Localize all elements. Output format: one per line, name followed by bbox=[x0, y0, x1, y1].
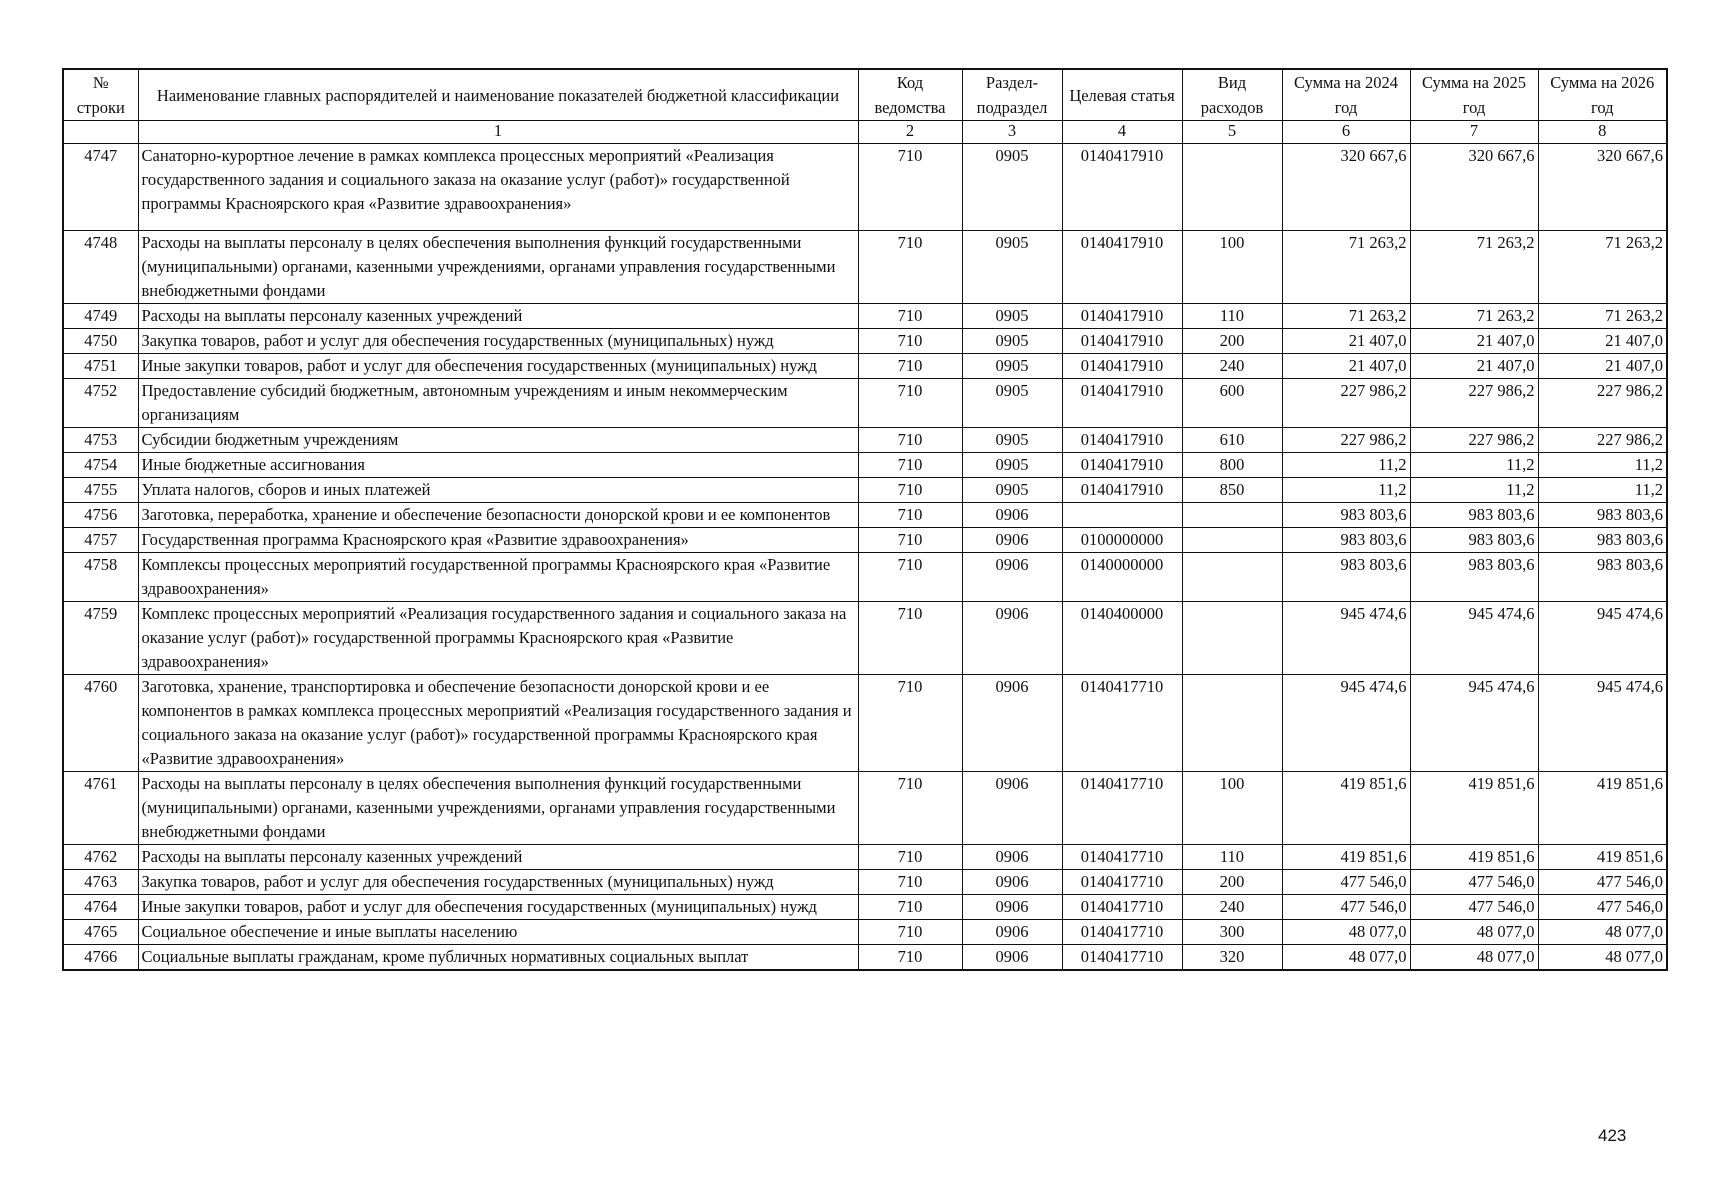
dept-code: 710 bbox=[858, 231, 962, 304]
sum-2026: 48 077,0 bbox=[1538, 945, 1667, 971]
row-number: 4759 bbox=[63, 602, 138, 675]
dept-code: 710 bbox=[858, 675, 962, 772]
dept-code: 710 bbox=[858, 453, 962, 478]
table-row bbox=[63, 945, 1667, 971]
section-code: 0906 bbox=[962, 602, 1062, 675]
sum-2025: 983 803,6 bbox=[1410, 503, 1538, 528]
dept-code: 710 bbox=[858, 845, 962, 870]
dept-code: 710 bbox=[858, 528, 962, 553]
header-sum-2025: Сумма на 2025 год bbox=[1410, 69, 1538, 121]
row-number: 4762 bbox=[63, 845, 138, 870]
row-name: Иные бюджетные ассигнования bbox=[138, 453, 858, 478]
sum-2024: 48 077,0 bbox=[1282, 920, 1410, 945]
expense-type bbox=[1182, 553, 1282, 602]
sum-2025: 11,2 bbox=[1410, 478, 1538, 503]
sum-2026: 21 407,0 bbox=[1538, 329, 1667, 354]
expense-type bbox=[1182, 144, 1282, 231]
sum-2024: 48 077,0 bbox=[1282, 945, 1410, 971]
section-code: 0905 bbox=[962, 379, 1062, 428]
budget-table bbox=[62, 68, 1668, 971]
dept-code: 710 bbox=[858, 478, 962, 503]
row-number: 4761 bbox=[63, 772, 138, 845]
dept-code: 710 bbox=[858, 772, 962, 845]
table-row bbox=[63, 329, 1667, 354]
sum-2026: 983 803,6 bbox=[1538, 528, 1667, 553]
column-number: 5 bbox=[1182, 121, 1282, 144]
expense-type: 800 bbox=[1182, 453, 1282, 478]
section-code: 0906 bbox=[962, 845, 1062, 870]
target-item: 0140417710 bbox=[1062, 845, 1182, 870]
target-item: 0140417710 bbox=[1062, 920, 1182, 945]
table-row bbox=[63, 528, 1667, 553]
row-name: Государственная программа Красноярского края «Развитие здравоохранения» bbox=[138, 528, 858, 553]
sum-2025: 983 803,6 bbox=[1410, 528, 1538, 553]
table-row bbox=[63, 675, 1667, 772]
row-number: 4764 bbox=[63, 895, 138, 920]
table-row bbox=[63, 895, 1667, 920]
header-row-no: № строки bbox=[63, 69, 138, 121]
sum-2025: 11,2 bbox=[1410, 453, 1538, 478]
row-name: Предоставление субсидий бюджетным, автономным учреждениям и иным некоммерческим организациям bbox=[138, 379, 858, 428]
header-dept-code: Код ведомства bbox=[858, 69, 962, 121]
target-item: 0140417710 bbox=[1062, 945, 1182, 971]
target-item: 0140417910 bbox=[1062, 453, 1182, 478]
target-item: 0140417910 bbox=[1062, 354, 1182, 379]
sum-2024: 945 474,6 bbox=[1282, 602, 1410, 675]
row-name: Субсидии бюджетным учреждениям bbox=[138, 428, 858, 453]
section-code: 0906 bbox=[962, 528, 1062, 553]
section-code: 0905 bbox=[962, 354, 1062, 379]
table-row bbox=[63, 379, 1667, 428]
table-header bbox=[63, 69, 1667, 121]
sum-2025: 477 546,0 bbox=[1410, 895, 1538, 920]
expense-type: 200 bbox=[1182, 870, 1282, 895]
header-section: Раздел-подраздел bbox=[962, 69, 1062, 121]
dept-code: 710 bbox=[858, 329, 962, 354]
target-item: 0140417710 bbox=[1062, 772, 1182, 845]
section-code: 0905 bbox=[962, 329, 1062, 354]
table-row bbox=[63, 231, 1667, 304]
row-name: Расходы на выплаты персоналу казенных учреждений bbox=[138, 845, 858, 870]
table-row bbox=[63, 453, 1667, 478]
row-name: Уплата налогов, сборов и иных платежей bbox=[138, 478, 858, 503]
sum-2024: 71 263,2 bbox=[1282, 304, 1410, 329]
row-number: 4755 bbox=[63, 478, 138, 503]
expense-type: 240 bbox=[1182, 354, 1282, 379]
dept-code: 710 bbox=[858, 379, 962, 428]
sum-2026: 945 474,6 bbox=[1538, 675, 1667, 772]
dept-code: 710 bbox=[858, 945, 962, 971]
sum-2026: 419 851,6 bbox=[1538, 772, 1667, 845]
table-row bbox=[63, 478, 1667, 503]
section-code: 0905 bbox=[962, 144, 1062, 231]
row-name: Заготовка, переработка, хранение и обеспечение безопасности донорской крови и ее компонентов bbox=[138, 503, 858, 528]
row-number: 4750 bbox=[63, 329, 138, 354]
table-row bbox=[63, 845, 1667, 870]
row-name: Комплексы процессных мероприятий государственной программы Красноярского края «Развитие здравоохранения» bbox=[138, 553, 858, 602]
sum-2025: 477 546,0 bbox=[1410, 870, 1538, 895]
sum-2025: 227 986,2 bbox=[1410, 428, 1538, 453]
sum-2026: 71 263,2 bbox=[1538, 231, 1667, 304]
sum-2025: 21 407,0 bbox=[1410, 329, 1538, 354]
expense-type: 240 bbox=[1182, 895, 1282, 920]
column-number-blank bbox=[63, 121, 138, 144]
sum-2026: 48 077,0 bbox=[1538, 920, 1667, 945]
table-row bbox=[63, 354, 1667, 379]
section-code: 0905 bbox=[962, 231, 1062, 304]
dept-code: 710 bbox=[858, 428, 962, 453]
sum-2026: 477 546,0 bbox=[1538, 870, 1667, 895]
row-number: 4765 bbox=[63, 920, 138, 945]
column-number: 2 bbox=[858, 121, 962, 144]
table-row bbox=[63, 503, 1667, 528]
row-number: 4753 bbox=[63, 428, 138, 453]
sum-2025: 71 263,2 bbox=[1410, 231, 1538, 304]
sum-2024: 983 803,6 bbox=[1282, 528, 1410, 553]
dept-code: 710 bbox=[858, 354, 962, 379]
expense-type: 200 bbox=[1182, 329, 1282, 354]
row-name: Комплекс процессных мероприятий «Реализация государственного задания и социального заказа на оказание услуг (работ)» государственной программы Красноярского края «Развитие здравоохранения» bbox=[138, 602, 858, 675]
section-code: 0906 bbox=[962, 503, 1062, 528]
row-number: 4757 bbox=[63, 528, 138, 553]
target-item: 0140417910 bbox=[1062, 144, 1182, 231]
table-row bbox=[63, 428, 1667, 453]
row-number: 4748 bbox=[63, 231, 138, 304]
target-item: 0140417910 bbox=[1062, 304, 1182, 329]
row-number: 4752 bbox=[63, 379, 138, 428]
column-number-row bbox=[63, 121, 1667, 144]
dept-code: 710 bbox=[858, 144, 962, 231]
expense-type: 610 bbox=[1182, 428, 1282, 453]
sum-2026: 320 667,6 bbox=[1538, 144, 1667, 231]
column-number: 3 bbox=[962, 121, 1062, 144]
row-name: Иные закупки товаров, работ и услуг для обеспечения государственных (муниципальных) нужд bbox=[138, 895, 858, 920]
expense-type bbox=[1182, 503, 1282, 528]
dept-code: 710 bbox=[858, 895, 962, 920]
row-name: Социальное обеспечение и иные выплаты населению bbox=[138, 920, 858, 945]
row-name: Расходы на выплаты персоналу казенных учреждений bbox=[138, 304, 858, 329]
sum-2026: 983 803,6 bbox=[1538, 553, 1667, 602]
section-code: 0906 bbox=[962, 675, 1062, 772]
expense-type: 300 bbox=[1182, 920, 1282, 945]
target-item: 0140417910 bbox=[1062, 478, 1182, 503]
expense-type: 100 bbox=[1182, 231, 1282, 304]
sum-2025: 48 077,0 bbox=[1410, 920, 1538, 945]
sum-2024: 477 546,0 bbox=[1282, 870, 1410, 895]
target-item: 0140417910 bbox=[1062, 428, 1182, 453]
expense-type bbox=[1182, 602, 1282, 675]
expense-type: 110 bbox=[1182, 304, 1282, 329]
row-name: Заготовка, хранение, транспортировка и обеспечение безопасности донорской крови и ее компонентов в рамках комплекса процессных мероприятий «Реализация государственного задания и социального заказа на оказание услуг (работ)» государственной программы Красноярского края «Развитие здравоохранения» bbox=[138, 675, 858, 772]
sum-2024: 320 667,6 bbox=[1282, 144, 1410, 231]
row-name: Закупка товаров, работ и услуг для обеспечения государственных (муниципальных) нужд bbox=[138, 329, 858, 354]
sum-2025: 945 474,6 bbox=[1410, 675, 1538, 772]
dept-code: 710 bbox=[858, 870, 962, 895]
sum-2026: 21 407,0 bbox=[1538, 354, 1667, 379]
row-number: 4751 bbox=[63, 354, 138, 379]
column-number: 4 bbox=[1062, 121, 1182, 144]
table-row bbox=[63, 772, 1667, 845]
section-code: 0906 bbox=[962, 870, 1062, 895]
dept-code: 710 bbox=[858, 503, 962, 528]
target-item: 0140400000 bbox=[1062, 602, 1182, 675]
dept-code: 710 bbox=[858, 602, 962, 675]
row-number: 4758 bbox=[63, 553, 138, 602]
expense-type: 600 bbox=[1182, 379, 1282, 428]
header-sum-2026: Сумма на 2026 год bbox=[1538, 69, 1667, 121]
section-code: 0906 bbox=[962, 772, 1062, 845]
sum-2025: 945 474,6 bbox=[1410, 602, 1538, 675]
sum-2024: 11,2 bbox=[1282, 478, 1410, 503]
sum-2026: 983 803,6 bbox=[1538, 503, 1667, 528]
sum-2026: 945 474,6 bbox=[1538, 602, 1667, 675]
sum-2024: 227 986,2 bbox=[1282, 428, 1410, 453]
row-number: 4760 bbox=[63, 675, 138, 772]
sum-2024: 21 407,0 bbox=[1282, 329, 1410, 354]
page-number: 423 bbox=[1598, 1126, 1627, 1145]
section-code: 0906 bbox=[962, 945, 1062, 971]
sum-2026: 71 263,2 bbox=[1538, 304, 1667, 329]
sum-2025: 21 407,0 bbox=[1410, 354, 1538, 379]
column-number: 6 bbox=[1282, 121, 1410, 144]
section-code: 0905 bbox=[962, 428, 1062, 453]
section-code: 0906 bbox=[962, 920, 1062, 945]
row-number: 4766 bbox=[63, 945, 138, 971]
table-row bbox=[63, 553, 1667, 602]
sum-2025: 227 986,2 bbox=[1410, 379, 1538, 428]
section-code: 0905 bbox=[962, 478, 1062, 503]
target-item: 0140417710 bbox=[1062, 870, 1182, 895]
expense-type bbox=[1182, 675, 1282, 772]
sum-2026: 227 986,2 bbox=[1538, 379, 1667, 428]
row-name: Социальные выплаты гражданам, кроме публичных нормативных социальных выплат bbox=[138, 945, 858, 971]
target-item: 0140417910 bbox=[1062, 231, 1182, 304]
dept-code: 710 bbox=[858, 304, 962, 329]
section-code: 0905 bbox=[962, 304, 1062, 329]
header-expense-type: Вид расходов bbox=[1182, 69, 1282, 121]
dept-code: 710 bbox=[858, 920, 962, 945]
sum-2025: 419 851,6 bbox=[1410, 845, 1538, 870]
table-row bbox=[63, 304, 1667, 329]
row-number: 4754 bbox=[63, 453, 138, 478]
expense-type: 110 bbox=[1182, 845, 1282, 870]
table-row bbox=[63, 144, 1667, 231]
target-item: 0100000000 bbox=[1062, 528, 1182, 553]
sum-2024: 11,2 bbox=[1282, 453, 1410, 478]
sum-2025: 48 077,0 bbox=[1410, 945, 1538, 971]
table-row bbox=[63, 920, 1667, 945]
row-name: Санаторно-курортное лечение в рамках комплекса процессных мероприятий «Реализация государственного задания и социального заказа на оказание услуг (работ)» государственной программы Красноярского края «Развитие здравоохранения» bbox=[138, 144, 858, 231]
target-item bbox=[1062, 503, 1182, 528]
table-body bbox=[63, 121, 1667, 971]
expense-type bbox=[1182, 528, 1282, 553]
row-name: Расходы на выплаты персоналу в целях обеспечения выполнения функций государственными (муниципальными) органами, казенными учреждениями, органами управления государственными внебюджетными фондами bbox=[138, 772, 858, 845]
sum-2024: 419 851,6 bbox=[1282, 845, 1410, 870]
sum-2024: 983 803,6 bbox=[1282, 503, 1410, 528]
table-row bbox=[63, 870, 1667, 895]
sum-2025: 320 667,6 bbox=[1410, 144, 1538, 231]
sum-2024: 945 474,6 bbox=[1282, 675, 1410, 772]
target-item: 0140417910 bbox=[1062, 379, 1182, 428]
row-name: Иные закупки товаров, работ и услуг для обеспечения государственных (муниципальных) нужд bbox=[138, 354, 858, 379]
sum-2024: 227 986,2 bbox=[1282, 379, 1410, 428]
expense-type: 100 bbox=[1182, 772, 1282, 845]
section-code: 0906 bbox=[962, 553, 1062, 602]
expense-type: 320 bbox=[1182, 945, 1282, 971]
header-sum-2024: Сумма на 2024 год bbox=[1282, 69, 1410, 121]
sum-2024: 21 407,0 bbox=[1282, 354, 1410, 379]
row-number: 4749 bbox=[63, 304, 138, 329]
expense-type: 850 bbox=[1182, 478, 1282, 503]
sum-2025: 71 263,2 bbox=[1410, 304, 1538, 329]
dept-code: 710 bbox=[858, 553, 962, 602]
target-item: 0140417710 bbox=[1062, 675, 1182, 772]
sum-2024: 71 263,2 bbox=[1282, 231, 1410, 304]
row-name: Расходы на выплаты персоналу в целях обеспечения выполнения функций государственными (муниципальными) органами, казенными учреждениями, органами управления государственными внебюджетными фондами bbox=[138, 231, 858, 304]
column-number: 8 bbox=[1538, 121, 1667, 144]
row-name: Закупка товаров, работ и услуг для обеспечения государственных (муниципальных) нужд bbox=[138, 870, 858, 895]
section-code: 0905 bbox=[962, 453, 1062, 478]
target-item: 0140000000 bbox=[1062, 553, 1182, 602]
row-number: 4763 bbox=[63, 870, 138, 895]
row-number: 4747 bbox=[63, 144, 138, 231]
sum-2025: 419 851,6 bbox=[1410, 772, 1538, 845]
column-number: 7 bbox=[1410, 121, 1538, 144]
budget-sheet bbox=[62, 68, 1666, 971]
sum-2025: 983 803,6 bbox=[1410, 553, 1538, 602]
header-name: Наименование главных распорядителей и наименование показателей бюджетной классификации bbox=[138, 69, 858, 121]
sum-2024: 983 803,6 bbox=[1282, 553, 1410, 602]
sum-2024: 419 851,6 bbox=[1282, 772, 1410, 845]
sum-2024: 477 546,0 bbox=[1282, 895, 1410, 920]
row-number: 4756 bbox=[63, 503, 138, 528]
sum-2026: 477 546,0 bbox=[1538, 895, 1667, 920]
table-row bbox=[63, 602, 1667, 675]
sum-2026: 11,2 bbox=[1538, 453, 1667, 478]
section-code: 0906 bbox=[962, 895, 1062, 920]
sum-2026: 227 986,2 bbox=[1538, 428, 1667, 453]
sum-2026: 419 851,6 bbox=[1538, 845, 1667, 870]
sum-2026: 11,2 bbox=[1538, 478, 1667, 503]
column-number: 1 bbox=[138, 121, 858, 144]
target-item: 0140417910 bbox=[1062, 329, 1182, 354]
target-item: 0140417710 bbox=[1062, 895, 1182, 920]
header-target-item: Целевая статья bbox=[1062, 69, 1182, 121]
